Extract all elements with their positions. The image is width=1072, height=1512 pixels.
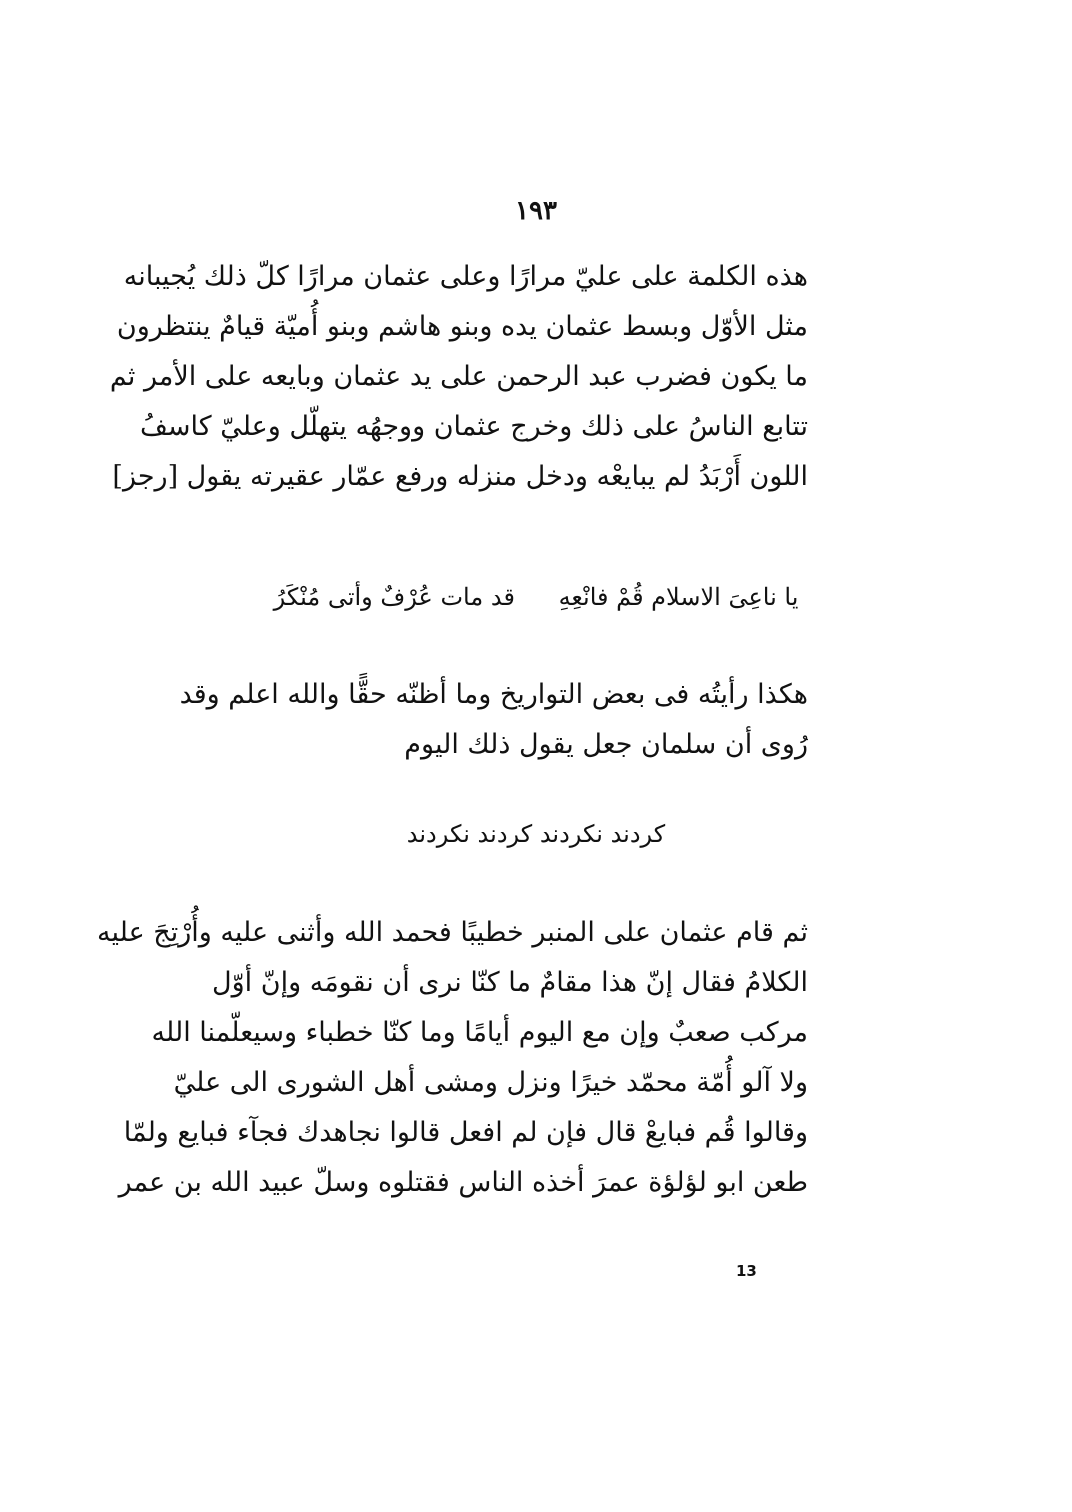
signature-mark: 13: [736, 1262, 757, 1280]
paragraph-3: [97, 908, 808, 1208]
text-line: ولا آلو أُمّة محمّد خيرًا ونزل ومشى أهل الشورى الى عليّ: [173, 1067, 808, 1098]
text-line: هكذا رأيتُه فى بعض التواريخ وما أظنّه حقًّا والله اعلم وقد: [179, 679, 808, 710]
paragraph-1: [109, 252, 808, 502]
verse-hemistich-second: قد مات عُرْفٌ وأتى مُنْكَرُ: [273, 583, 515, 611]
text-line: ما يكون فضرب عبد الرحمن على يد عثمان وبايعه على الأمر ثم: [109, 361, 808, 392]
text-line: ثم قام عثمان على المنبر خطيبًا فحمد الله وأثنى عليه وأُرْتِجَ عليه: [97, 917, 808, 948]
text-line: مركب صعبٌ وإن مع اليوم أيامًا وما كنّا خطباء وسيعلّمنا الله: [151, 1017, 808, 1048]
verse-2: كردند نكردند كردند نكردند: [406, 820, 666, 848]
text-line: تتابع الناسُ على ذلك وخرج عثمان ووجهُه يتهلّل وعليّ كاسفُ: [139, 411, 808, 442]
paragraph-2: [179, 670, 808, 770]
verse-hemistich-first: يا ناعِىَ الاسلام قُمْ فانْعِهِ: [558, 583, 799, 611]
page-number: ١٩٣: [515, 196, 557, 226]
verse-1: [0, 583, 1072, 611]
text-line: طعن ابو لؤلؤة عمرَ أخذه الناس فقتلوه وسلّ عبيد الله بن عمر: [118, 1167, 808, 1198]
text-line: الكلامُ فقال إنّ هذا مقامٌ ما كنّا نرى أن نقومَه وإنّ أوّل: [212, 967, 808, 998]
text-line: اللون أَرْبَدُ لم يبايعْه ودخل منزله ورفع عمّار عقيرته يقول [رجز]: [112, 461, 808, 492]
text-line: مثل الأوّل وبسط عثمان يده وبنو هاشم وبنو أُميّة قيامٌ ينتظرون: [116, 311, 808, 342]
text-line: هذه الكلمة على عليّ مرارًا وعلى عثمان مرارًا كلّ ذلك يُجيبانه: [123, 261, 808, 292]
text-line: رُوى أن سلمان جعل يقول ذلك اليوم: [404, 729, 808, 760]
text-line: وقالوا قُم فبايعْ قال فإن لم افعل قالوا نجاهدك فجآء فبايع ولمّا: [123, 1117, 808, 1148]
